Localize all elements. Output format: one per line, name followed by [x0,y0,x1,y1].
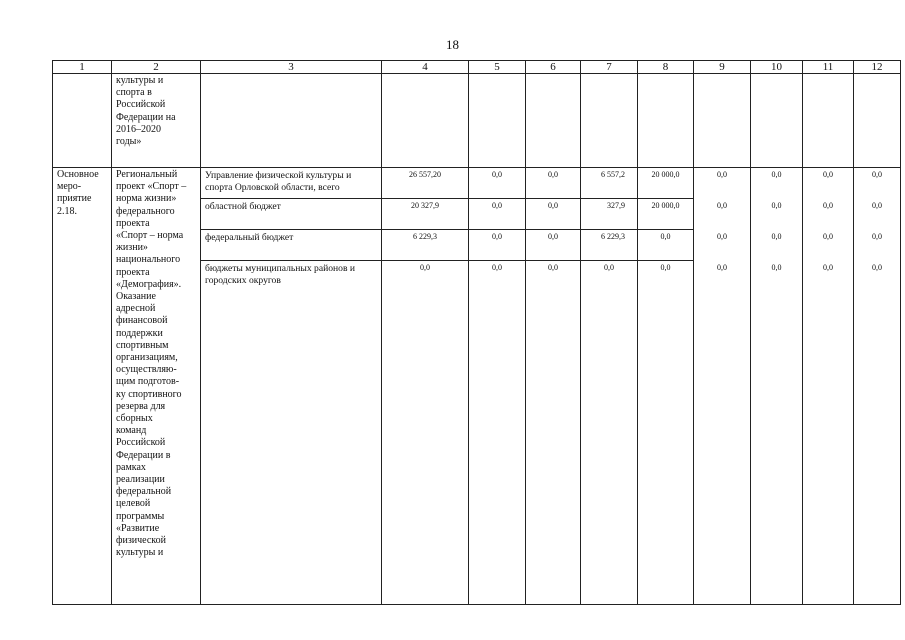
table-cell [112,74,201,168]
event-name: Региональный проект «Спорт – норма жизни» федерального проекта «Спорт – норма жизни» национального проекта «Демография». Оказание адресной финансовой поддержки спортивным организациям, осуществляю- щим подготов- ку спортивного резерва для сборных команд Российской Федерации в рамках реализации федеральной целевой программы «Развитие физической культуры и [116,169,187,559]
value-cell: 26 557,20 [382,168,468,199]
value-cell: 20 327,9 [382,199,468,230]
column-header: 1 [53,61,112,74]
value-cell: 0,0 [771,170,782,179]
value-cell: 0,0 [492,263,502,272]
value-cell: 0,0 [771,263,782,272]
table-cell [526,74,581,168]
value-cell: 0,0 [823,170,833,179]
event-code: Основное меро- приятие 2.18. [57,169,99,217]
page-number: 18 [446,37,459,52]
table-cell [694,168,751,605]
table-cell [526,168,581,605]
value-cell: 0,0 [526,230,580,261]
continuation-name: культуры и спорта в Российской Федерации на 2016–2020 годы» [116,75,176,148]
value-cell: 327,9 [581,199,637,230]
value-cell: 6 557,2 [581,168,637,199]
column-header: 10 [751,61,803,74]
value-cell: 0,0 [548,263,558,272]
value-cell: 0,0 [526,199,580,230]
table-cell [469,168,526,605]
header-row [53,61,901,74]
table-cell [854,168,901,605]
table-cell [751,74,803,168]
value-cell: 0,0 [717,170,727,179]
value-cell: 6 229,3 [581,230,637,261]
table-cell [581,74,638,168]
table-cell [751,168,803,605]
value-cell: 0,0 [717,232,727,241]
table-cell [53,168,112,605]
table-cell [53,74,112,168]
column-header: 3 [201,61,382,74]
value-cell: 0,0 [469,230,525,261]
continuation-row [53,74,901,168]
column-header: 5 [469,61,526,74]
table-cell [382,74,469,168]
table-cell [201,74,382,168]
value-cell: 0,0 [771,232,782,241]
value-cell: 0,0 [717,201,727,210]
column-header: 9 [694,61,751,74]
column-header: 8 [638,61,694,74]
value-cell: 0,0 [823,232,833,241]
value-cell: 0,0 [872,170,882,179]
value-cell: 0,0 [823,201,833,210]
column-header: 6 [526,61,581,74]
value-cell: 20 000,0 [638,199,693,230]
table-cell [694,74,751,168]
value-cell: 0,0 [469,199,525,230]
table-cell [803,74,854,168]
value-cell: 0,0 [872,232,882,241]
table-cell [638,74,694,168]
value-cell: 0,0 [872,263,882,272]
table-cell [201,168,382,605]
table-cell [638,168,694,605]
value-cell: 0,0 [604,263,614,272]
table-cell [581,168,638,605]
value-cell: 20 000,0 [638,168,693,199]
source-municipal: бюджеты муниципальных районов и городских округов [205,263,356,286]
column-header: 7 [581,61,638,74]
table-cell [469,74,526,168]
value-cell: 6 229,3 [382,230,468,261]
table-cell [382,168,469,605]
value-cell: 0,0 [872,201,882,210]
value-cell: 0,0 [823,263,833,272]
source-regional: областной бюджет [201,199,381,230]
value-cell: 0,0 [660,263,671,272]
value-cell: 0,0 [526,168,580,199]
column-header: 12 [854,61,901,74]
table-cell [803,168,854,605]
source-federal: федеральный бюджет [201,230,381,261]
value-cell: 0,0 [717,263,727,272]
budget-table [52,60,901,605]
value-cell: 0,0 [420,263,430,272]
table-cell [854,74,901,168]
value-cell: 0,0 [771,201,782,210]
value-cell: 0,0 [469,168,525,199]
event-row [53,168,901,605]
column-header: 11 [803,61,854,74]
value-cell: 0,0 [638,230,693,261]
table-cell [112,168,201,605]
source-total: Управление физической культуры и спорта Орловской области, всего [201,168,381,199]
column-header: 4 [382,61,469,74]
column-header: 2 [112,61,201,74]
